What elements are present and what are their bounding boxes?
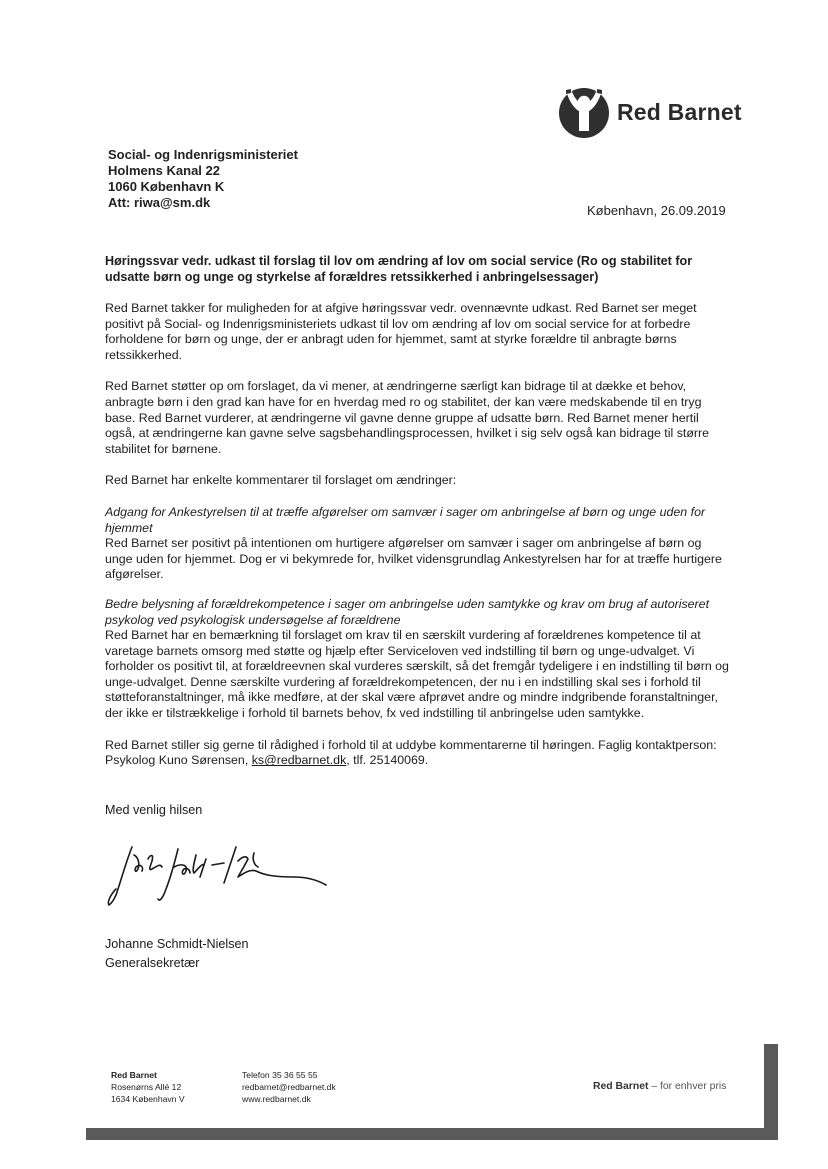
- paragraph: Red Barnet støtter op om forslaget, da vi mener, at ændringerne særligt kan bidrage til at dække et behov, anbragte børn i den grad kan have for en hverdag med ro og stabilitet, der kan være medskabende til en tryg base. Red Barnet vurderer, at ændringerne vil gavne denne gruppe af udsatte børn. Red Barnet mener hertil også, at ændringerne kan gavne selve sagsbehandlingsprocessen, hvilket i sig selv også kan bidrage til større stabilitet for børnene.: [105, 379, 710, 456]
- contact-paragraph: [105, 738, 730, 769]
- footer-street: Rosenørns Allé 12: [111, 1082, 182, 1092]
- footer-city: 1634 København V: [111, 1094, 185, 1104]
- letter-subject: Høringssvar vedr. udkast til forslag til lov om ændring af lov om social service (Ro og stabilitet for udsatte børn og unge og styrkelse af forældres retssikkerhed i anbringelsessager): [105, 254, 693, 284]
- section-belysning: [105, 597, 730, 722]
- footer-phone: Telefon 35 36 55 55: [242, 1070, 318, 1080]
- contact-phone: , tlf. 25140069.: [346, 753, 429, 768]
- recipient-line: Social- og Indenrigsministeriet: [108, 147, 298, 162]
- footer-address: [111, 1069, 185, 1105]
- footer-org: Red Barnet: [111, 1070, 157, 1080]
- section-text: Red Barnet ser positivt på intentionen om hurtigere afgørelser om samvær i sager om anbringelse af børn og unge uden for hjemmet. Dog er vi bekymrede for, hvilket vidensgrundlag Ankestyrelsen har for at træffe hurtigere afgørelser.: [105, 536, 722, 582]
- letter-date: København, 26.09.2019: [587, 203, 726, 218]
- red-barnet-logo: [557, 84, 742, 140]
- recipient-address: [108, 147, 298, 211]
- footer-web[interactable]: www.redbarnet.dk: [242, 1094, 311, 1104]
- footer-tagline: [593, 1081, 726, 1092]
- contact-text: Red Barnet stiller sig gerne til rådighed i forhold til at uddybe kommentarerne til høringen. Faglig kontaktperson: Psykolog Kuno Sørensen,: [105, 737, 717, 768]
- footer-email[interactable]: redbarnet@redbarnet.dk: [242, 1082, 336, 1092]
- section-heading: Bedre belysning af forældrekompetence i sager om anbringelse uden samtykke og krav om brug af autoriseret psykolog ved psykologisk undersøgelse af forældrene: [105, 596, 710, 627]
- signer-title: Generalsekretær: [105, 956, 200, 970]
- footer-vertical-bar: [764, 1044, 778, 1140]
- contact-email-link[interactable]: ks@redbarnet.dk: [251, 753, 347, 768]
- signer-block: [105, 935, 249, 973]
- section-text: Red Barnet har en bemærkning til forslaget om krav til en særskilt vurdering af forældrenes kompetence til at varetage barnets omsorg med støtte og hjælp efter Serviceloven ved indstilling til børn og unge-udvalget. Vi forholder os positivt til, at forældreevnen skal vurderes særskilt, så det fremgår tydeligere i en indstilling til børn og unge-udvalget. Denne særskilte vurdering af forældrekompetencen, der nu i en indstilling skal ses i forhold til støtteforanstaltninger, må ikke medføre, at der skal være afprøvet andre og mindre indgribende foranstaltninger, der ikke er tilstrækkelige i forhold til barnets behov, fx ved indstilling til anbringelse uden samtykke.: [105, 628, 729, 721]
- footer-horizontal-bar: [86, 1128, 764, 1140]
- paragraph: Red Barnet takker for muligheden for at afgive høringssvar vedr. ovennævnte udkast. Red Barnet ser meget positivt på Social- og Indenrigsministeriets udkast til lov om ændring af lov om social service for at forbedre forholdene for børn og unge, der er anbragt uden for hjemmet, samt at styrke forældre til anbragte børns retssikkerhed.: [105, 301, 697, 362]
- signer-name: Johanne Schmidt-Nielsen: [105, 937, 249, 951]
- tagline-brand: Red Barnet: [593, 1081, 649, 1092]
- section-adgang: [105, 505, 730, 583]
- section-heading: Adgang for Ankestyrelsen til at træffe afgørelser om samvær i sager om anbringelse af børn og unge uden for hjemmet: [105, 504, 706, 535]
- recipient-line: 1060 København K: [108, 179, 225, 194]
- tagline-rest: – for enhver pris: [648, 1081, 727, 1092]
- logo-text: Red Barnet: [617, 98, 742, 125]
- child-figure-icon: [557, 84, 611, 140]
- recipient-line: Holmens Kanal 22: [108, 163, 220, 178]
- closing-greeting: Med venlig hilsen: [105, 803, 203, 817]
- handwritten-signature: [104, 837, 334, 917]
- recipient-line: Att: riwa@sm.dk: [108, 195, 211, 210]
- letter-body: [105, 253, 730, 785]
- paragraph: Red Barnet har enkelte kommentarer til forslaget om ændringer:: [105, 473, 457, 488]
- footer-contact: [242, 1069, 336, 1105]
